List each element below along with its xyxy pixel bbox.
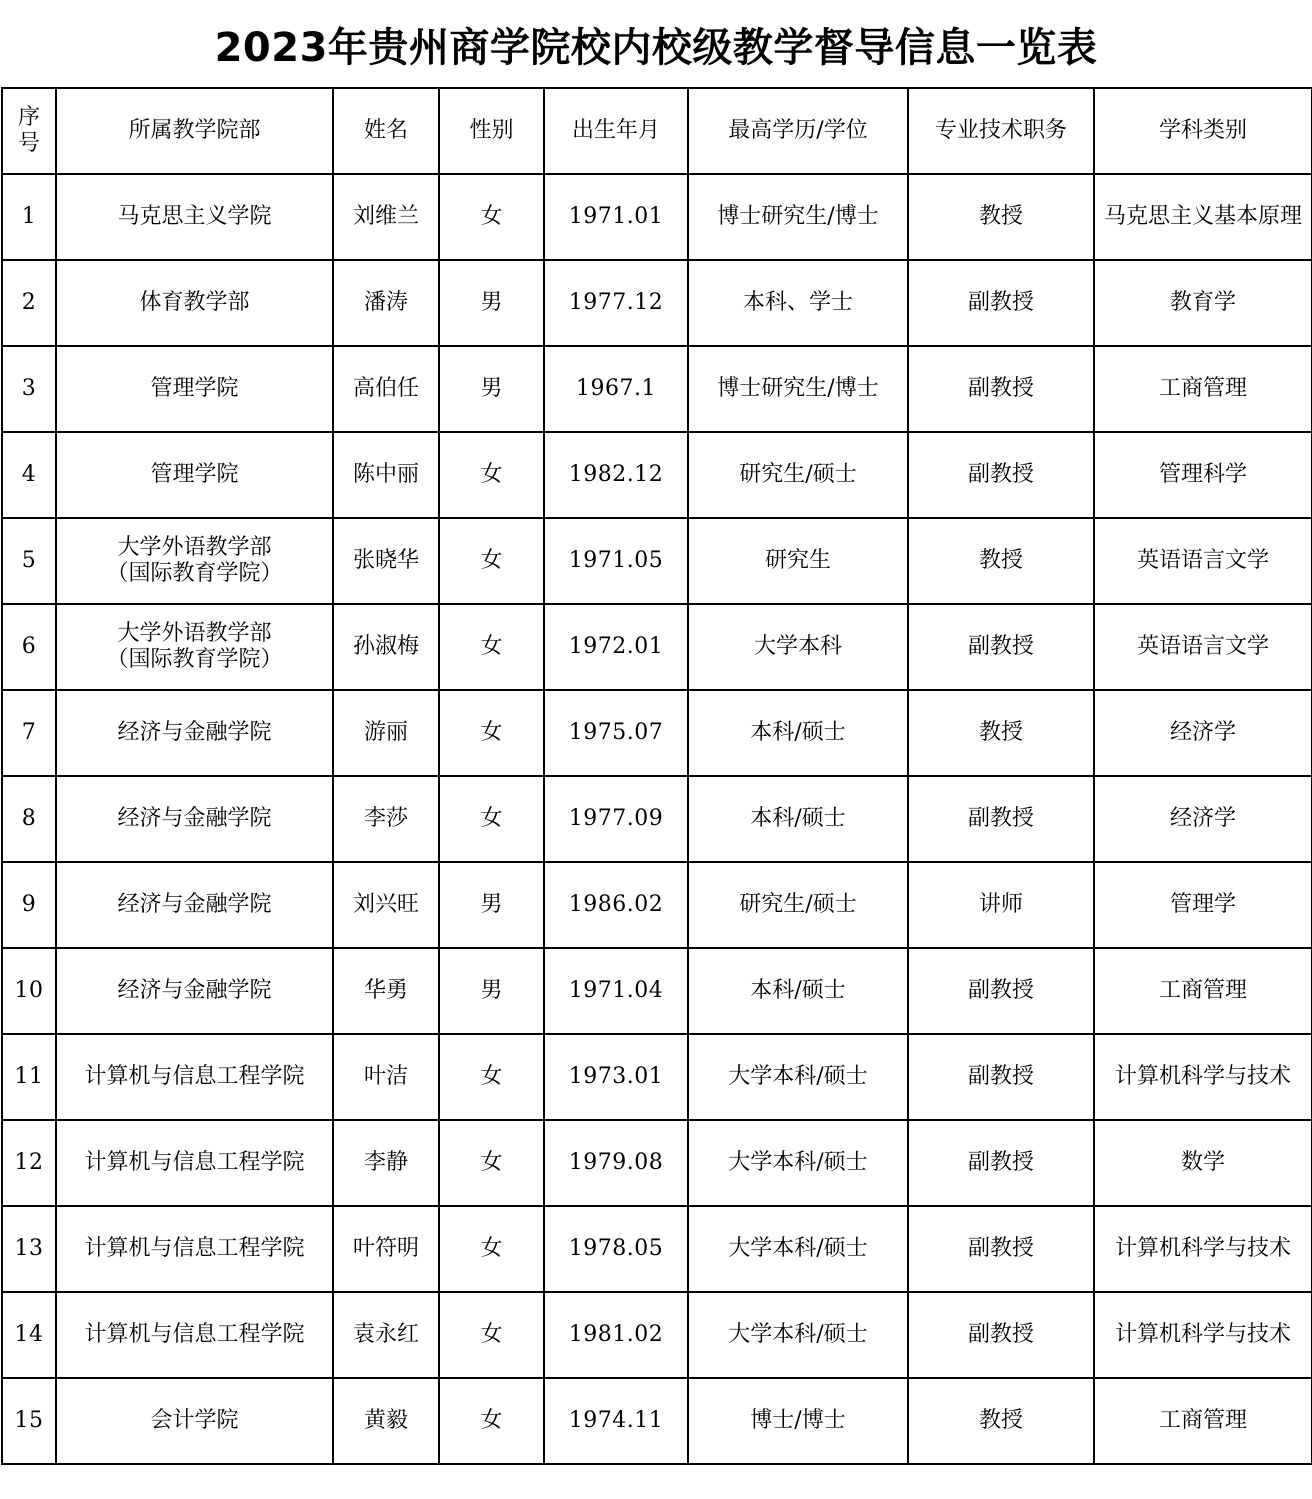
cell-subject: 工商管理 xyxy=(1094,948,1312,1034)
cell-gender: 女 xyxy=(439,1034,544,1120)
cell-department xyxy=(56,1292,333,1378)
cell-name: 刘兴旺 xyxy=(333,862,439,948)
table-row xyxy=(2,1034,1312,1120)
cell-department xyxy=(56,260,333,346)
cell-birth: 1971.01 xyxy=(544,174,688,260)
table-row xyxy=(2,518,1312,604)
cell-birth: 1982.12 xyxy=(544,432,688,518)
cell-degree: 博士研究生/博士 xyxy=(688,174,908,260)
cell-gender: 男 xyxy=(439,862,544,948)
cell-name: 孙淑梅 xyxy=(333,604,439,690)
cell-name: 陈中丽 xyxy=(333,432,439,518)
cell-department xyxy=(56,174,333,260)
cell-birth: 1975.07 xyxy=(544,690,688,776)
table-row xyxy=(2,346,1312,432)
cell-seq: 4 xyxy=(2,432,56,518)
table-row xyxy=(2,1120,1312,1206)
cell-name: 袁永红 xyxy=(333,1292,439,1378)
cell-gender: 女 xyxy=(439,1292,544,1378)
cell-gender: 女 xyxy=(439,604,544,690)
cell-seq: 10 xyxy=(2,948,56,1034)
cell-gender: 女 xyxy=(439,690,544,776)
department-line: 管理学院 xyxy=(150,461,239,487)
cell-degree: 本科/硕士 xyxy=(688,690,908,776)
cell-name: 叶洁 xyxy=(333,1034,439,1120)
header-subject: 学科类别 xyxy=(1094,88,1312,174)
table-header-row xyxy=(2,88,1312,174)
cell-subject: 英语语言文学 xyxy=(1094,604,1312,690)
table-row xyxy=(2,776,1312,862)
cell-seq: 7 xyxy=(2,690,56,776)
cell-degree: 博士研究生/博士 xyxy=(688,346,908,432)
department-line: 计算机与信息工程学院 xyxy=(84,1235,305,1261)
cell-seq: 15 xyxy=(2,1378,56,1464)
department-line: （国际教育学院） xyxy=(106,647,283,672)
cell-seq: 11 xyxy=(2,1034,56,1120)
table-row xyxy=(2,432,1312,518)
header-department: 所属教学院部 xyxy=(56,88,333,174)
table-row xyxy=(2,604,1312,690)
department-line: 计算机与信息工程学院 xyxy=(84,1149,305,1175)
cell-subject: 工商管理 xyxy=(1094,1378,1312,1464)
cell-degree: 大学本科/硕士 xyxy=(688,1292,908,1378)
cell-birth: 1973.01 xyxy=(544,1034,688,1120)
cell-degree: 本科/硕士 xyxy=(688,948,908,1034)
cell-seq: 2 xyxy=(2,260,56,346)
cell-gender: 女 xyxy=(439,1378,544,1464)
cell-subject: 管理学 xyxy=(1094,862,1312,948)
cell-title: 讲师 xyxy=(908,862,1094,948)
cell-name: 张晓华 xyxy=(333,518,439,604)
department-line: 管理学院 xyxy=(150,375,239,401)
cell-gender: 女 xyxy=(439,432,544,518)
cell-seq: 13 xyxy=(2,1206,56,1292)
cell-seq: 9 xyxy=(2,862,56,948)
cell-title: 副教授 xyxy=(908,1120,1094,1206)
cell-subject: 经济学 xyxy=(1094,776,1312,862)
cell-name: 刘维兰 xyxy=(333,174,439,260)
cell-degree: 研究生/硕士 xyxy=(688,432,908,518)
cell-gender: 男 xyxy=(439,260,544,346)
cell-subject: 工商管理 xyxy=(1094,346,1312,432)
cell-birth: 1972.01 xyxy=(544,604,688,690)
cell-seq: 6 xyxy=(2,604,56,690)
cell-department xyxy=(56,518,333,604)
cell-birth: 1979.08 xyxy=(544,1120,688,1206)
cell-seq: 14 xyxy=(2,1292,56,1378)
cell-birth: 1977.12 xyxy=(544,260,688,346)
cell-department xyxy=(56,346,333,432)
supervisor-table xyxy=(1,87,1312,1465)
cell-title: 教授 xyxy=(908,518,1094,604)
cell-title: 副教授 xyxy=(908,346,1094,432)
cell-name: 叶符明 xyxy=(333,1206,439,1292)
cell-degree: 大学本科/硕士 xyxy=(688,1034,908,1120)
cell-name: 华勇 xyxy=(333,948,439,1034)
cell-subject: 计算机科学与技术 xyxy=(1094,1292,1312,1378)
cell-title: 副教授 xyxy=(908,776,1094,862)
table-row xyxy=(2,690,1312,776)
cell-name: 高伯任 xyxy=(333,346,439,432)
cell-subject: 计算机科学与技术 xyxy=(1094,1034,1312,1120)
cell-subject: 管理科学 xyxy=(1094,432,1312,518)
cell-gender: 女 xyxy=(439,174,544,260)
cell-degree: 本科、学士 xyxy=(688,260,908,346)
department-line: 经济与金融学院 xyxy=(117,891,272,917)
cell-title: 副教授 xyxy=(908,1206,1094,1292)
table-body xyxy=(2,174,1312,1464)
table-row xyxy=(2,260,1312,346)
table-row xyxy=(2,1206,1312,1292)
cell-gender: 女 xyxy=(439,776,544,862)
cell-gender: 女 xyxy=(439,518,544,604)
cell-degree: 博士/博士 xyxy=(688,1378,908,1464)
cell-birth: 1971.05 xyxy=(544,518,688,604)
table-row xyxy=(2,948,1312,1034)
table-row xyxy=(2,1378,1312,1464)
cell-department xyxy=(56,1378,333,1464)
cell-department xyxy=(56,862,333,948)
cell-name: 潘涛 xyxy=(333,260,439,346)
page-title: 2023年贵州商学院校内校级教学督导信息一览表 xyxy=(214,24,1098,71)
cell-department xyxy=(56,948,333,1034)
cell-subject: 经济学 xyxy=(1094,690,1312,776)
cell-title: 副教授 xyxy=(908,1034,1094,1120)
cell-degree: 研究生/硕士 xyxy=(688,862,908,948)
cell-title: 教授 xyxy=(908,174,1094,260)
cell-department xyxy=(56,432,333,518)
cell-degree: 大学本科 xyxy=(688,604,908,690)
header-name: 姓名 xyxy=(333,88,439,174)
cell-title: 副教授 xyxy=(908,260,1094,346)
cell-title: 副教授 xyxy=(908,948,1094,1034)
department-line: 会计学院 xyxy=(150,1407,239,1433)
cell-department xyxy=(56,776,333,862)
cell-birth: 1974.11 xyxy=(544,1378,688,1464)
department-line: 体育教学部 xyxy=(139,289,250,315)
cell-subject: 数学 xyxy=(1094,1120,1312,1206)
cell-department xyxy=(56,690,333,776)
cell-degree: 研究生 xyxy=(688,518,908,604)
department-line: 马克思主义学院 xyxy=(117,203,272,229)
department-line: （国际教育学院） xyxy=(106,561,283,586)
header-seq xyxy=(2,88,56,174)
cell-seq: 5 xyxy=(2,518,56,604)
cell-name: 黄毅 xyxy=(333,1378,439,1464)
department-line: 经济与金融学院 xyxy=(117,805,272,831)
department-line: 计算机与信息工程学院 xyxy=(84,1321,305,1347)
cell-department xyxy=(56,1120,333,1206)
table-row xyxy=(2,174,1312,260)
cell-gender: 男 xyxy=(439,948,544,1034)
cell-degree: 大学本科/硕士 xyxy=(688,1120,908,1206)
cell-department xyxy=(56,1034,333,1120)
cell-title: 教授 xyxy=(908,690,1094,776)
cell-birth: 1967.1 xyxy=(544,346,688,432)
cell-seq: 8 xyxy=(2,776,56,862)
department-line: 大学外语教学部 xyxy=(117,534,272,560)
department-line: 计算机与信息工程学院 xyxy=(84,1063,305,1089)
cell-degree: 大学本科/硕士 xyxy=(688,1206,908,1292)
cell-title: 教授 xyxy=(908,1378,1094,1464)
cell-gender: 男 xyxy=(439,346,544,432)
cell-seq: 12 xyxy=(2,1120,56,1206)
table-row xyxy=(2,1292,1312,1378)
header-seq-char: 号 xyxy=(17,131,40,156)
cell-department xyxy=(56,1206,333,1292)
cell-gender: 女 xyxy=(439,1206,544,1292)
cell-subject: 英语语言文学 xyxy=(1094,518,1312,604)
department-line: 经济与金融学院 xyxy=(117,977,272,1003)
table-row xyxy=(2,862,1312,948)
cell-name: 游丽 xyxy=(333,690,439,776)
cell-gender: 女 xyxy=(439,1120,544,1206)
department-line: 经济与金融学院 xyxy=(117,719,272,745)
cell-birth: 1986.02 xyxy=(544,862,688,948)
department-line: 大学外语教学部 xyxy=(117,620,272,646)
cell-name: 李莎 xyxy=(333,776,439,862)
cell-birth: 1977.09 xyxy=(544,776,688,862)
cell-subject: 马克思主义基本原理 xyxy=(1094,174,1312,260)
cell-subject: 教育学 xyxy=(1094,260,1312,346)
header-birth: 出生年月 xyxy=(544,88,688,174)
header-title: 专业技术职务 xyxy=(908,88,1094,174)
cell-title: 副教授 xyxy=(908,432,1094,518)
cell-birth: 1981.02 xyxy=(544,1292,688,1378)
cell-seq: 1 xyxy=(2,174,56,260)
cell-department xyxy=(56,604,333,690)
cell-title: 副教授 xyxy=(908,1292,1094,1378)
cell-name: 李静 xyxy=(333,1120,439,1206)
cell-seq: 3 xyxy=(2,346,56,432)
cell-subject: 计算机科学与技术 xyxy=(1094,1206,1312,1292)
header-gender: 性别 xyxy=(439,88,544,174)
header-degree: 最高学历/学位 xyxy=(688,88,908,174)
header-seq-char: 序 xyxy=(17,104,40,130)
cell-degree: 本科/硕士 xyxy=(688,776,908,862)
cell-birth: 1978.05 xyxy=(544,1206,688,1292)
cell-birth: 1971.04 xyxy=(544,948,688,1034)
cell-title: 副教授 xyxy=(908,604,1094,690)
